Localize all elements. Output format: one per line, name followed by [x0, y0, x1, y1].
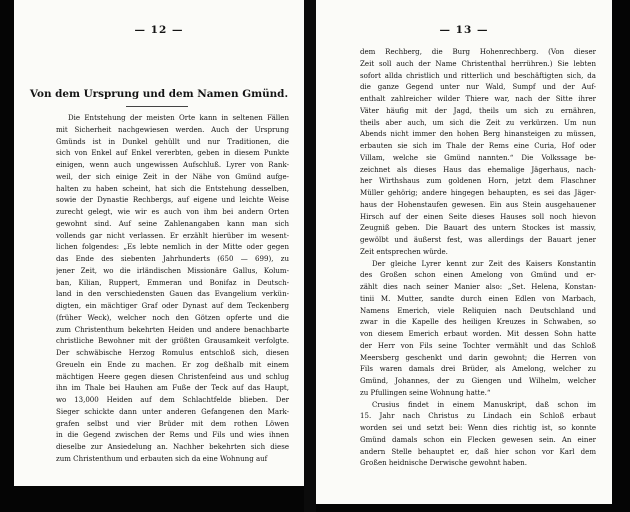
- text-line: 15. Jahr nach Christus zu Lindach ein Schloß erbaut: [360, 411, 596, 421]
- text-line: Abends nicht immer den hohen Berg hinansteigen zu müssen,: [360, 129, 596, 139]
- text-line: lichen folgendes: „Es lebte nemlich in der Mitte oder gegen: [56, 242, 289, 252]
- text-line: Villam, welche sie Gmünd nannten.“ Die Volkssage be-: [360, 152, 596, 162]
- text-line: Zeit soll auch der Name Christenthal herrühren.) Sie lebten: [360, 58, 596, 68]
- text-line: enthalt zahlreicher wilder Thiere war, nach der Sitte ihrer: [360, 94, 596, 103]
- text-line: Crusius findet in einem Manuskript, daß schon im: [372, 399, 596, 409]
- text-line: andern Stelle behauptet er, daß hier schon vor Karl dem: [360, 446, 596, 456]
- text-line: mit Sicherheit nachgewiesen werden. Auch der Ursprung: [56, 124, 289, 134]
- text-line: Gmünd, Johannes, der zu Giengen und Wilhelm, welcher: [360, 376, 596, 385]
- text-line: Hirsch auf der einen Seite dieses Hauses soll noch hievon: [360, 211, 596, 221]
- right-page-text: [360, 46, 596, 469]
- text-line: des Großen schon einen Amelong von Gmünd und er-: [360, 270, 596, 280]
- text-line: ihn im Thale bei Hauhen am Fuße der Teck auf das Haupt,: [56, 383, 289, 393]
- text-line: weil, der sich einige Zeit in der Nähe von Gmünd aufge-: [56, 171, 289, 181]
- text-line: Die Entstehung der meisten Orte kann in seltenen Fällen: [68, 113, 289, 122]
- text-line: in die Gegend zwischen der Rems und Fils und wies ihnen: [56, 430, 289, 440]
- text-line: (früher Weck), welcher noch den Götzen opferte und die: [56, 312, 289, 322]
- text-line: zum Christenthum und erbauten sich da eine Wohnung auf: [56, 453, 268, 463]
- page-number-right: — 13 —: [439, 24, 489, 36]
- text-line: Müller gehörig; andere hingegen behaupten, es sei das Jäger-: [360, 188, 596, 197]
- text-line: von diesem Emerich erbaut worden. Mit dessen Sohn hatte: [360, 329, 596, 338]
- text-line: das Ende des siebenten Jahrhunderts (650 — 699), zu: [56, 254, 289, 263]
- text-line: ban, Kilian, Ruppert, Emmeran und Bonifaz in Deutsch-: [56, 277, 289, 287]
- heading-rule: [126, 106, 188, 107]
- text-line: theils aber auch, um sich die Zeit zu verkürzen. Um nun: [360, 117, 596, 127]
- text-line: sich von Enkel auf Enkel vererbten, geben in diesem Punkte: [56, 148, 289, 158]
- text-line: zu Pfullingen seine Wohnung hatte.“: [360, 387, 491, 397]
- text-line: dieselbe zur Ansiedelung an. Nachher bekehrten sich diese: [56, 442, 289, 451]
- text-line: tinii M. Mutter, sandte durch einen Edlen von Marbach,: [360, 293, 596, 303]
- text-line: haus der Hohenstaufen gewesen. Ein aus Stein ausgehauener: [360, 199, 596, 209]
- text-line: worden sei und setzt bei: Wenn dies richtig ist, so konnte: [360, 423, 596, 432]
- text-line: digten, ein mächtiger Graf oder Dynast auf dem Teckenberg: [56, 301, 289, 310]
- text-line: Namens Emerich, viele Reliquien nach Deutschland und: [360, 305, 596, 315]
- text-line: sofort allda christlich und ritterlich und beschäftigten sich, da: [360, 70, 596, 80]
- chapter-heading: Von dem Ursprung und dem Namen Gmünd.: [29, 88, 289, 100]
- text-line: Meersberg geschenkt und darin gewohnt; die Herren von: [360, 352, 596, 362]
- text-line: christliche Bewohner mit der größten Grausamkeit verfolgte.: [56, 336, 289, 346]
- left-page-text: [56, 112, 289, 465]
- text-line: zwar in die Kapelle des heiligen Kreuzes in Schwaben, so: [360, 317, 596, 327]
- text-line: zählt dies nach seiner Manier also: „Set. Helena, Konstan-: [360, 282, 596, 291]
- text-line: erbauten sie sich im Thale der Rems eine Curia, Hof oder: [360, 141, 596, 150]
- text-line: sowie der Dynastie Rechbergs, auf eigene und leichte Weise: [56, 195, 289, 205]
- text-line: grafen selbst und vier Brüder mit dem rothen Löwen: [56, 418, 289, 428]
- text-line: mächtigen Heere gegen diesen Christenfeind aus und schlug: [56, 371, 289, 381]
- text-line: Greueln ein Ende zu machen. Er zog deßhalb mit einem: [56, 359, 289, 369]
- text-line: gewölbt und äußerst fest, was allerdings der Bauart jener: [360, 235, 596, 244]
- text-line: Gmünd damals schon ein Flecken gewesen sein. An einer: [360, 434, 596, 444]
- text-line: einigen, wenn auch ungewissen Aufschluß. Lyrer von Rank-: [56, 160, 289, 169]
- text-line: vollends gar nicht verlassen. Er erzählt hierüber im wesent-: [56, 230, 289, 240]
- text-line: Gmünds ist in Dunkel gehüllt und nur Traditionen, die: [56, 136, 289, 146]
- text-line: zeichnet als dieses Haus das ehemalige Jägerhaus, nach-: [360, 164, 596, 174]
- text-line: zurecht gelegt, wie wir es auch von ihm bei andern Orten: [56, 207, 289, 216]
- text-line: der Herr von Fils seine Tochter vermählt und das Schloß: [360, 340, 596, 350]
- text-line: Der schwäbische Herzog Romulus entschloß sich, diesen: [56, 348, 289, 357]
- text-line: die ganze Gegend unter nur Wald, Sumpf und der Auf-: [360, 82, 596, 92]
- text-line: Fils waren damals drei Brüder, als Amelong, welcher zu: [360, 364, 596, 374]
- page-number-left: — 12 —: [134, 24, 184, 36]
- text-line: zum Christenthum bekehrten Heiden und andere benachbarte: [56, 324, 289, 334]
- text-line: land in den verschiedensten Gauen das Evangelium verkün-: [56, 289, 289, 299]
- text-line: Der gleiche Lyrer kennt zur Zeit des Kaisers Konstantin: [372, 258, 596, 268]
- text-line: wo 13,000 Heiden auf dem Schlachtfelde blieben. Der: [56, 395, 289, 404]
- text-line: Väter häufig mit der Jagd, theils um sich zu ernähren,: [360, 105, 596, 115]
- text-line: Großen heidnische Derwische gewohnt haben.: [360, 458, 527, 468]
- text-line: halten zu haben scheint, hat sich die Entstehung desselben,: [56, 183, 289, 193]
- left-page: [14, 0, 304, 486]
- text-line: Sieger schickte dann unter anderen Gefangenen den Mark-: [56, 406, 289, 416]
- text-line: her Wirthshaus zum goldenen Horn, jetzt dem Flaschner: [360, 176, 596, 186]
- text-line: jener Zeit, wo die irländischen Missionäre Gallus, Kolum-: [56, 265, 289, 275]
- text-line: Zeit entsprechen würde.: [360, 246, 448, 256]
- text-line: dem Rechberg, die Burg Hohenrechberg. (Von dieser: [360, 47, 596, 56]
- right-page: [316, 0, 612, 504]
- book-gutter: [304, 0, 316, 512]
- text-line: gewohnt sind. Auf seine Zahlenangaben kann man sich: [56, 218, 289, 228]
- text-line: Zeugniß geben. Die Bauart des untern Stockes ist massiv,: [360, 223, 596, 233]
